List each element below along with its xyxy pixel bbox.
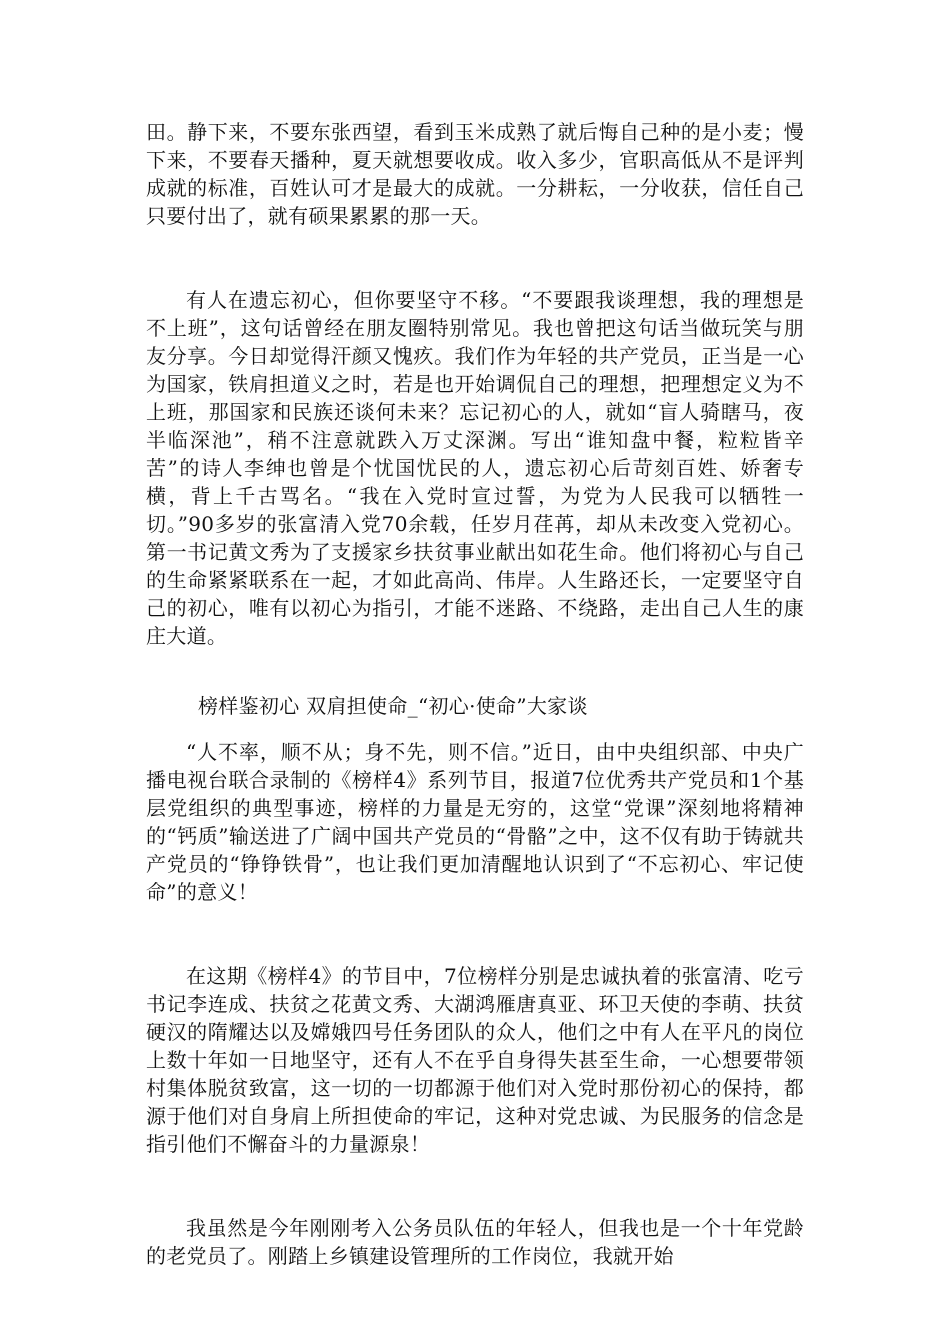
spacer	[146, 1158, 804, 1214]
spacer	[146, 906, 804, 962]
paragraph-role-models-intro: “人不率，顺不从；身不先，则不信。”近日，由中央组织部、中央广播电视台联合录制的《榜样4》系列节目，报道7位优秀共产党员和1个基层党组织的典型事迹，榜样的力量是无穷的，这堂“党课”深刻地将精神的“钙质”输送进了广阔中国共产党员的“骨骼”之中，这不仅有助于铸就共产党员的“铮铮铁骨”，也让我们更加清醒地认识到了“不忘初心、牢记使命”的意义！	[146, 740, 804, 904]
paragraph-seven-role-models: 在这期《榜样4》的节目中，7位榜样分别是忠诚执着的张富清、吃亏书记李连成、扶贫之花黄文秀、大湖鸿雁唐真亚、环卫天使的李萌、扶贫硬汉的隋耀达以及嫦娥四号任务团队的众人，他们之中有人在平凡的岗位上数十年如一日地坚守，还有人不在乎自身得失甚至生命，一心想要带领村集体脱贫致富，这一切的一切都源于他们对入党时那份初心的保持，都源于他们对自身肩上所担使命的牢记，这种对党忠诚、为民服务的信念是指引他们不懈奋斗的力量源泉！	[146, 964, 804, 1156]
spacer	[146, 230, 804, 286]
paragraph-keep-original-aspiration: 有人在遗忘初心，但你要坚守不移。“不要跟我谈理想，我的理想是不上班”，这句话曾经在朋友圈特别常见。我也曾把这句话当做玩笑与朋友分享。今日却觉得汗颜又愧疚。我们作为年轻的共产党员，正当是一心为国家，铁肩担道义之时，若是也开始调侃自己的理想，把理想定义为不上班，那国家和民族还谈何未来？忘记初心的人，就如“盲人骑瞎马，夜半临深池”，稍不注意就跌入万丈深渊。写出“谁知盘中餐，粒粒皆辛苦”的诗人李绅也曾是个忧国忧民的人，遗忘初心后苛刻百姓、娇奢专横，背上千古骂名。“我在入党时宣过誓，为党为人民我可以牺牲一切。”90多岁的张富清入党70余载，任岁月荏苒，却从未改变入党初心。第一书记黄文秀为了支援家乡扶贫事业献出如花生命。他们将初心与自己的生命紧紧联系在一起，才如此高尚、伟岸。人生路还长，一定要坚守自己的初心，唯有以初心为指引，才能不迷路、不绕路，走出自己人生的康庄大道。	[146, 288, 804, 648]
section-heading: 榜样鉴初心 双肩担使命_“初心·使命”大家谈	[198, 694, 588, 718]
document-page	[146, 118, 804, 1270]
paragraph-personal-experience: 我虽然是今年刚刚考入公务员队伍的年轻人，但我也是一个十年党龄的老党员了。刚踏上乡镇建设管理所的工作岗位，我就开始	[146, 1216, 804, 1268]
paragraph-continuation: 田。静下来，不要东张西望，看到玉米成熟了就后悔自己种的是小麦；慢下来，不要春天播种，夏天就想要收成。收入多少，官职高低从不是评判成就的标准，百姓认可才是最大的成就。一分耕耘，一分收获，信任自己只要付出了，就有硕果累累的那一天。	[146, 120, 804, 228]
spacer	[146, 650, 804, 692]
spacer	[146, 720, 804, 738]
